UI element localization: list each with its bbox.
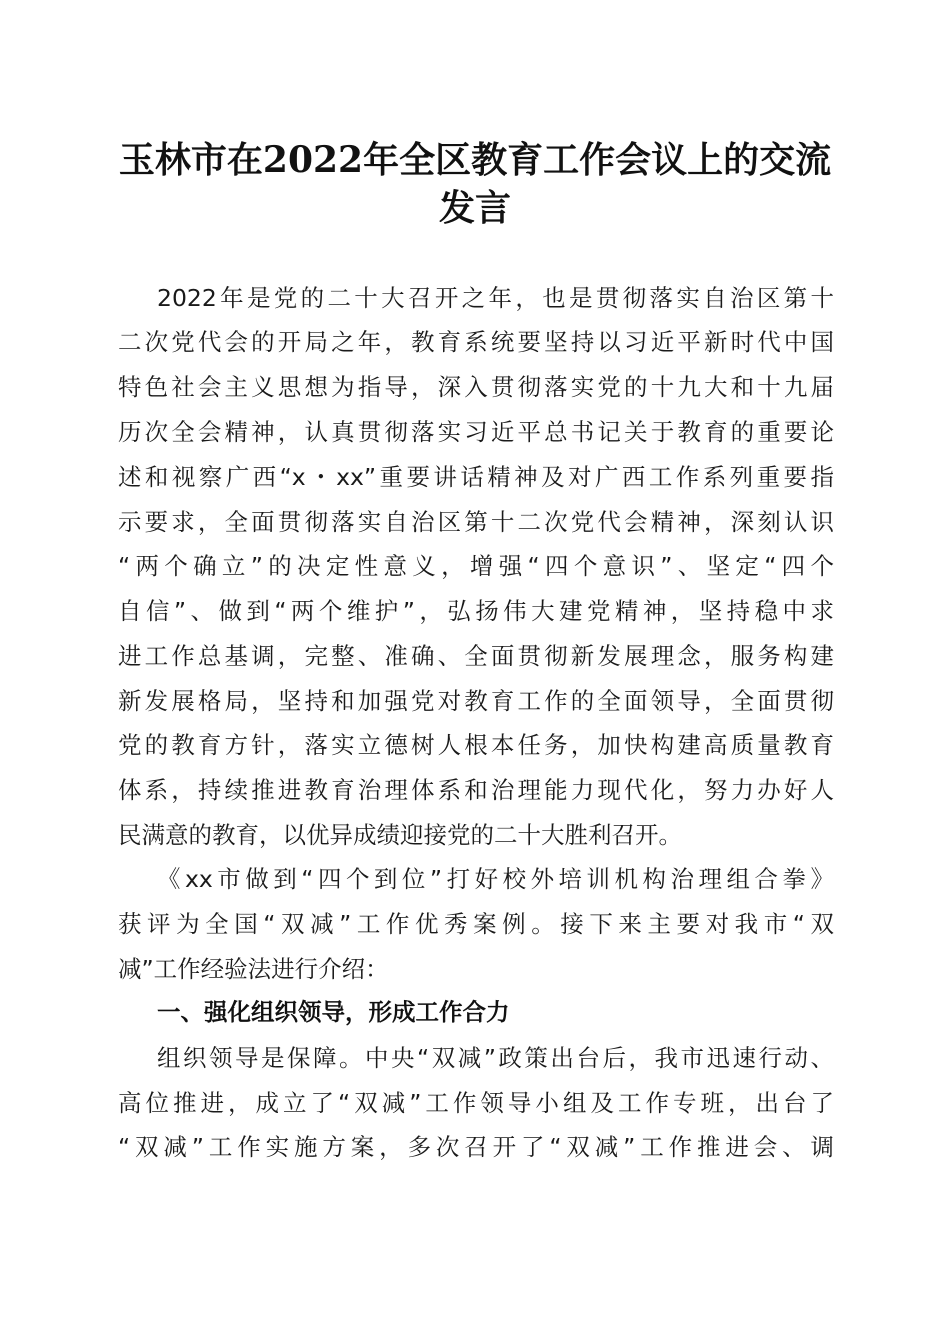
document-title-line-2: 发言 (438, 187, 511, 229)
paragraph-1-line: 民满意的教育，以优异成绩迎接党的二十大胜利召开。 (118, 821, 682, 849)
document-title-line-1: 玉林市在2022年全区教育工作会议上的交流 (118, 139, 832, 181)
paragraph-2-line: 获评为全国“双减”工作优秀案例。接下来主要对我市“双 (118, 910, 834, 938)
paragraph-1-line: 自信”、做到“两个维护”，弘扬伟大建党精神，坚持稳中求 (118, 597, 834, 625)
paragraph-3-line: 高位推进，成立了“双减”工作领导小组及工作专班，出台了 (118, 1089, 834, 1117)
paragraph-2-line: 减”工作经验法进行介绍： (118, 955, 389, 983)
paragraph-1-line: 述和视察广西“x・xx”重要讲话精神及对广西工作系列重要指 (118, 463, 834, 491)
paragraph-1-line: 二次党代会的开局之年，教育系统要坚持以习近平新时代中国 (118, 328, 834, 356)
section-heading-1: 一、强化组织领导，形成工作合力 (157, 998, 510, 1026)
paragraph-1-line: 进工作总基调，完整、准确、全面贯彻新发展理念，服务构建 (118, 642, 834, 670)
paragraph-1-line: 党的教育方针，落实立德树人根本任务，加快构建高质量教育 (118, 731, 834, 759)
paragraph-1-line: 2022年是党的二十大召开之年，也是贯彻落实自治区第十 (157, 284, 834, 312)
paragraph-1-line: 新发展格局，坚持和加强党对教育工作的全面领导，全面贯彻 (118, 687, 834, 715)
paragraph-1-line: 特色社会主义思想为指导，深入贯彻落实党的十九大和十九届 (118, 373, 834, 401)
paragraph-3-line: 组织领导是保障。中央“双减”政策出台后，我市迅速行动、 (157, 1044, 834, 1072)
paragraph-1-line: 历次全会精神，认真贯彻落实习近平总书记关于教育的重要论 (118, 418, 834, 446)
paragraph-1-line: “两个确立”的决定性意义，增强“四个意识”、坚定“四个 (118, 552, 834, 580)
paragraph-3-line: “双减”工作实施方案，多次召开了“双减”工作推进会、调 (118, 1133, 834, 1161)
paragraph-2-line: 《xx市做到“四个到位”打好校外培训机构治理组合拳》 (157, 865, 834, 893)
paragraph-1-line: 体系，持续推进教育治理体系和治理能力现代化，努力办好人 (118, 776, 834, 804)
paragraph-1-line: 示要求，全面贯彻落实自治区第十二次党代会精神，深刻认识 (118, 508, 834, 536)
